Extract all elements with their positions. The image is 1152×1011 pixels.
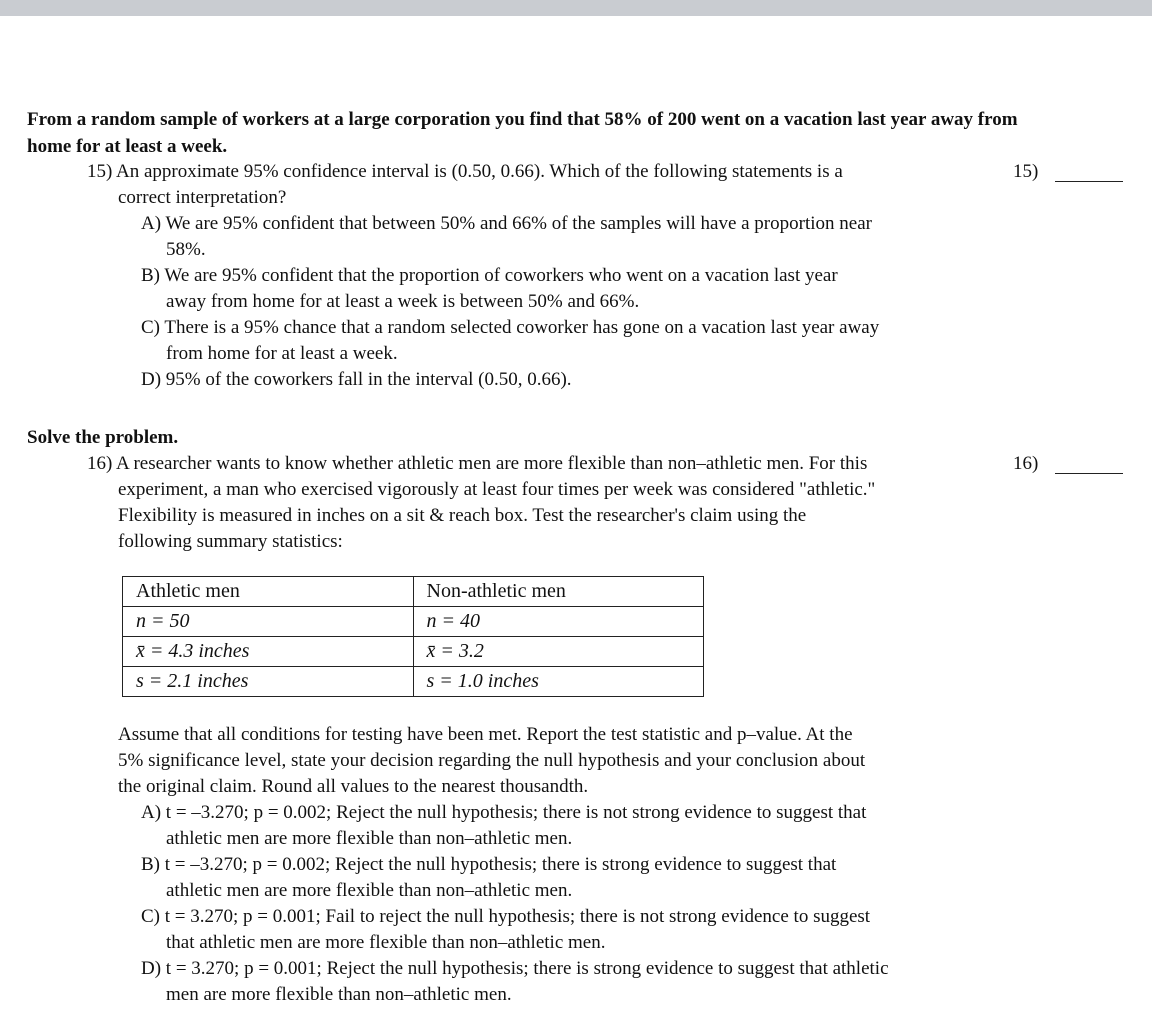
top-bar (0, 0, 1152, 16)
q16-option-b-line-1: B) t = –3.270; p = 0.002; Reject the null hypothesis; there is strong evidence to suggest that (141, 854, 837, 875)
q15-option-a-line-1: A) We are 95% confident that between 50% and 66% of the samples will have a proportion near (141, 213, 872, 234)
q16-after-line-2: 5% significance level, state your decision regarding the null hypothesis and your conclusion about (118, 750, 866, 771)
athletic-n: n = 50 (123, 607, 414, 637)
non-athletic-mean: x̄ = 3.2 (413, 637, 704, 667)
table-row (123, 667, 704, 697)
q16-number: 16) (1013, 453, 1039, 474)
q16-stem-line-2: experiment, a man who exercised vigorously at least four times per week was considered "athletic." (118, 479, 876, 500)
q16-option-d-line-1: D) t = 3.270; p = 0.001; Reject the null hypothesis; there is strong evidence to suggest that athletic (141, 958, 889, 979)
q15-answer-blank[interactable] (1055, 181, 1123, 182)
q15-option-b-line-1: B) We are 95% confident that the proportion of coworkers who went on a vacation last year (141, 265, 838, 286)
q16-option-a-line-2: athletic men are more flexible than non–athletic men. (166, 828, 573, 849)
q16-option-a-line-1: A) t = –3.270; p = 0.002; Reject the null hypothesis; there is not strong evidence to suggest that (141, 802, 867, 823)
non-athletic-sd: s = 1.0 inches (413, 667, 704, 697)
table-header-non-athletic: Non-athletic men (413, 577, 704, 607)
q15-stem-line-2: correct interpretation? (118, 187, 287, 208)
table-header-athletic: Athletic men (123, 577, 414, 607)
table-row (123, 607, 704, 637)
section-heading: Solve the problem. (27, 427, 179, 448)
q15-stem-line-1: 15) An approximate 95% confidence interval is (0.50, 0.66). Which of the following statements is a (87, 161, 843, 182)
q16-option-c-line-2: that athletic men are more flexible than non–athletic men. (166, 932, 606, 953)
q16-stem-line-3: Flexibility is measured in inches on a sit & reach box. Test the researcher's claim using the (118, 505, 807, 526)
q16-option-d-line-2: men are more flexible than non–athletic men. (166, 984, 512, 1005)
intro-line-2: home for at least a week. (27, 136, 228, 157)
q16-after-line-1: Assume that all conditions for testing have been met. Report the test statistic and p–value. At the (118, 724, 853, 745)
athletic-sd: s = 2.1 inches (123, 667, 414, 697)
q15-option-c-line-1: C) There is a 95% chance that a random selected coworker has gone on a vacation last year away (141, 317, 880, 338)
q16-answer-blank[interactable] (1055, 473, 1123, 474)
q16-option-b-line-2: athletic men are more flexible than non–athletic men. (166, 880, 573, 901)
q16-stem-line-1: 16) A researcher wants to know whether athletic men are more flexible than non–athletic men. For this (87, 453, 868, 474)
intro-line-1: From a random sample of workers at a large corporation you find that 58% of 200 went on a vacation last year away from (27, 109, 1018, 130)
non-athletic-n: n = 40 (413, 607, 704, 637)
q16-after-line-3: the original claim. Round all values to the nearest thousandth. (118, 776, 589, 797)
table-row (123, 637, 704, 667)
summary-statistics-table (122, 576, 704, 697)
table-header-row (123, 577, 704, 607)
q15-number: 15) (1013, 161, 1039, 182)
q15-option-a-line-2: 58%. (166, 239, 206, 260)
q15-option-b-line-2: away from home for at least a week is between 50% and 66%. (166, 291, 640, 312)
q15-option-d-line-1: D) 95% of the coworkers fall in the interval (0.50, 0.66). (141, 369, 572, 390)
q16-option-c-line-1: C) t = 3.270; p = 0.001; Fail to reject the null hypothesis; there is not strong evidence to suggest (141, 906, 871, 927)
q16-stem-line-4: following summary statistics: (118, 531, 343, 552)
athletic-mean: x̄ = 4.3 inches (123, 637, 414, 667)
q15-option-c-line-2: from home for at least a week. (166, 343, 398, 364)
